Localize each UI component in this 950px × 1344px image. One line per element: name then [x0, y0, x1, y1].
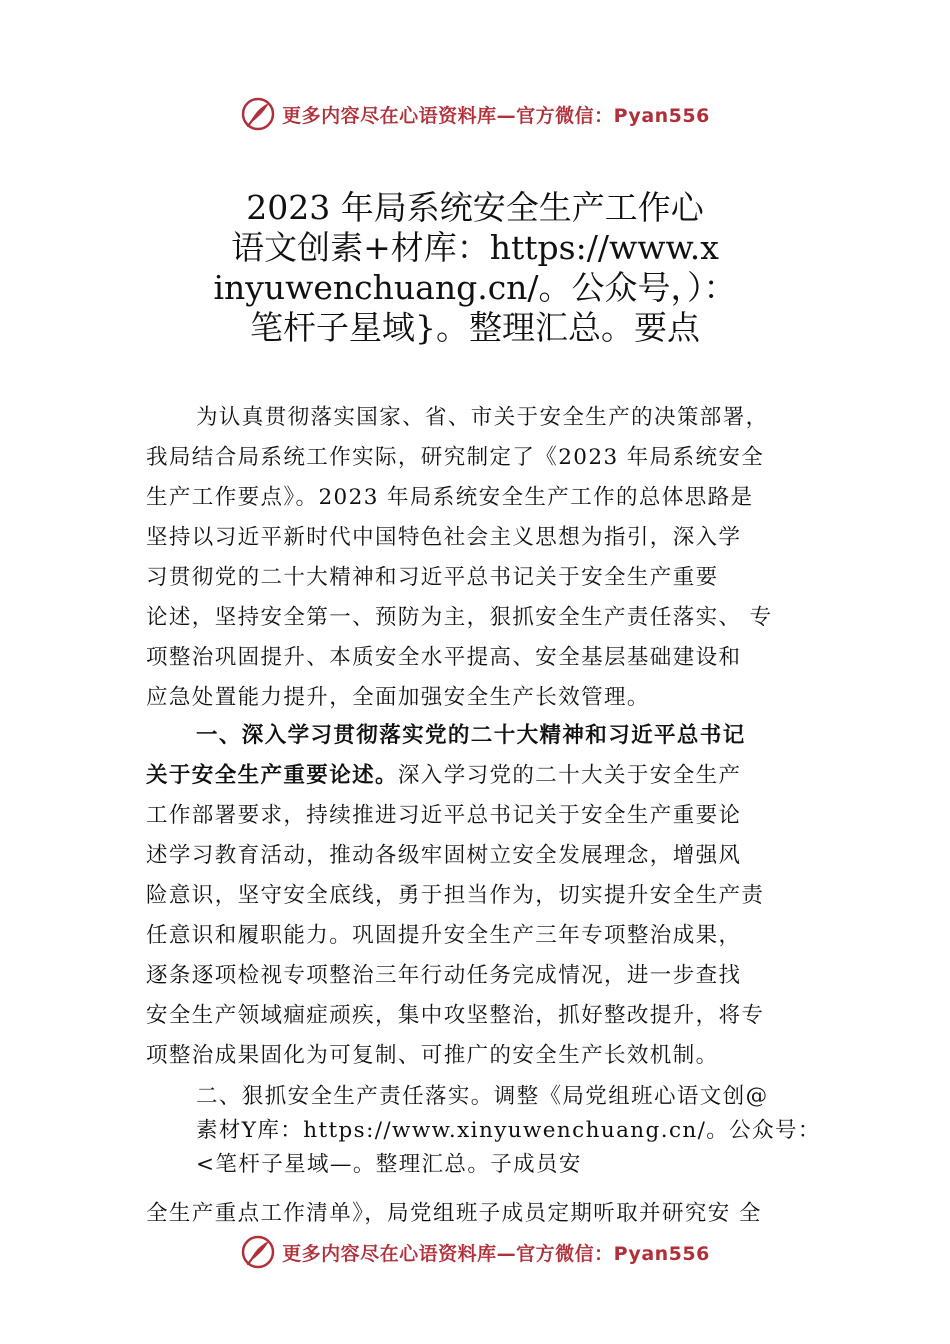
banner-text: 更多内容尽在心语资料库—官方微信：Pyan556: [282, 104, 710, 127]
banner-text: 更多内容尽在心语资料库—官方微信：Pyan556: [282, 1242, 710, 1265]
document-title: [150, 188, 800, 348]
text-line: 安全生产领域痼症顽疾，集中攻坚整治，抓好整改提升，将专: [146, 1003, 765, 1028]
text-line: 习贯彻党的二十大精神和习近平总书记关于安全生产重要: [146, 565, 719, 590]
bottom-banner: [0, 1230, 950, 1274]
text-line: 我局结合局系统工作实际，研究制定了《2023 年局系统安全: [146, 445, 765, 470]
text-line: 论述，坚持安全第一、预防为主，狠抓安全生产责任落实、 专: [146, 605, 773, 630]
text-line: 项整治巩固提升、本质安全水平提高、安全基层基础建设和: [146, 645, 742, 670]
paragraph-intro: [146, 398, 826, 718]
section-heading: 一、深入学习贯彻落实党的二十大精神和习近平总书记: [196, 723, 746, 748]
text-line: 二、狠抓安全生产责任落实。调整《局党组班心语文创@: [196, 1084, 769, 1109]
title-line: 2023 年局系统安全生产工作心: [246, 188, 704, 227]
title-line: 笔杆子星域}。整理汇总。要点: [250, 308, 700, 347]
text-line: 项整治成果固化为可复制、可推广的安全生产长效机制。: [146, 1043, 719, 1068]
text-line: 为认真贯彻落实国家、省、市关于安全生产的决策部署，: [196, 405, 769, 430]
paragraph-section-one: [146, 716, 826, 1076]
text-line: 坚持以习近平新时代中国特色社会主义思想为指引，深入学: [146, 525, 742, 550]
text-line: 全生产重点工作清单》，局党组班子成员定期听取并研究安 全: [146, 1201, 762, 1226]
paragraph-section-two: [146, 1080, 826, 1234]
feather-pen-logo: [240, 96, 276, 132]
title-line: 语文创素+材库：https://www.x: [231, 228, 719, 267]
text-line: <笔杆子星域—。整理汇总。子成员安: [196, 1152, 582, 1177]
top-banner: [0, 92, 950, 136]
text-line: 生产工作要点》。2023 年局系统安全生产工作的总体思路是: [146, 485, 754, 510]
text-line: 逐条逐项检视专项整治三年行动任务完成情况，进一步查找: [146, 963, 742, 988]
text-line: 工作部署要求，持续推进习近平总书记关于安全生产重要论: [146, 803, 742, 828]
text-span: 深入学习党的二十大关于安全生产: [397, 763, 742, 788]
text-line: 述学习教育活动，推动各级牢固树立安全发展理念，增强风: [146, 843, 742, 868]
text-line: 险意识，坚守安全底线，勇于担当作为，切实提升安全生产责: [146, 883, 765, 908]
text-line: [146, 756, 826, 796]
title-line: inyuwenchuang.cn/。公众号，）：: [213, 268, 737, 307]
text-line: 素材Y库：https://www.xinyuwenchuang.cn/。公众号：: [196, 1118, 821, 1143]
feather-pen-logo: [240, 1234, 276, 1270]
section-heading-tail: 关于安全生产重要论述。: [146, 763, 398, 788]
text-line: 任意识和履职能力。巩固提升安全生产三年专项整治成果，: [146, 923, 742, 948]
text-line: 应急处置能力提升，全面加强安全生产长效管理。: [146, 685, 650, 710]
